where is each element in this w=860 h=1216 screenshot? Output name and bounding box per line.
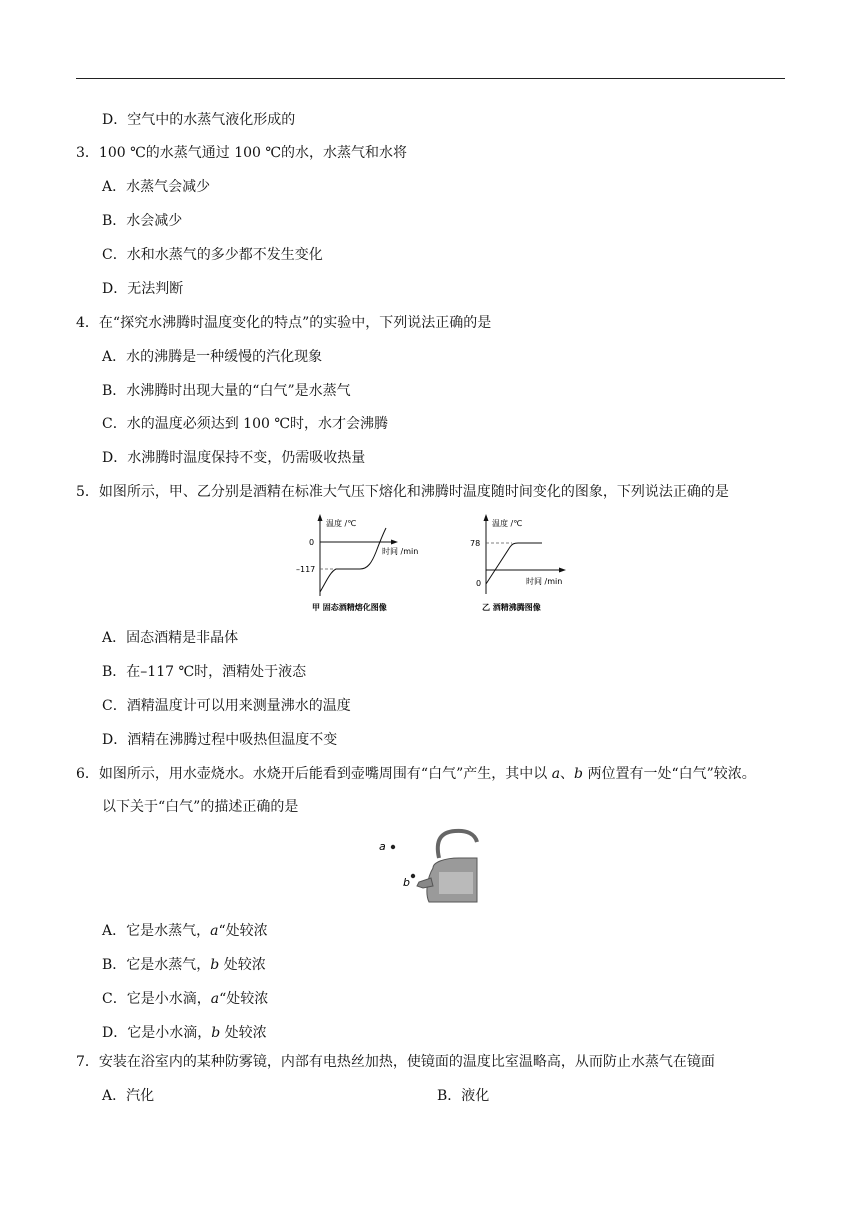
q6-option-d-var: b — [211, 1025, 221, 1041]
graph-yi-tick-top: 78 — [470, 539, 481, 548]
q3-option-a: A．水蒸气会减少 — [102, 179, 211, 195]
q4-option-c: C．水的温度必须达到 100 ℃时，水才会沸腾 — [102, 416, 388, 432]
graph-yi-xlabel: 时间 /min — [526, 577, 563, 586]
q3-option-c: C．水和水蒸气的多少都不发生变化 — [102, 247, 323, 263]
graph-yi-caption: 乙 酒精沸腾图像 — [482, 603, 541, 612]
q7-stem: 7．安装在浴室内的某种防雾镜，内部有电热丝加热，使镜面的温度比室温略高，从而防止水蒸气在镜面 — [76, 1054, 715, 1070]
q6-option-b-suffix: 处较浓 — [219, 957, 266, 973]
graph-jia-y-arrow — [318, 514, 323, 521]
graph-yi — [470, 514, 566, 612]
q6-option-a-suffix: “处较浓 — [218, 923, 268, 939]
q4-option-b: B．水沸腾时出现大量的“白气”是水蒸气 — [102, 383, 351, 399]
graph-jia-xlabel: 时间 /min — [382, 547, 419, 556]
q6-stem-line2: 以下关于“白气”的描述正确的是 — [102, 799, 299, 815]
graph-yi-y-arrow — [484, 514, 489, 521]
q3-stem: 3．100 ℃的水蒸气通过 100 ℃的水，水蒸气和水将 — [76, 145, 408, 161]
q7-option-a: A．汽化 — [102, 1088, 155, 1104]
q5-option-c: C．酒精温度计可以用来测量沸水的温度 — [102, 698, 351, 714]
q6-option-a-text: A．它是水蒸气， — [102, 923, 211, 939]
graph-jia-curve — [320, 528, 386, 592]
q5-option-b: B．在–117 ℃时，酒精处于液态 — [102, 664, 307, 680]
kettle-spout — [417, 878, 433, 888]
q6-var-a: a — [551, 766, 561, 782]
q4-stem: 4．在“探究水沸腾时温度变化的特点”的实验中，下列说法正确的是 — [76, 315, 492, 331]
kettle-figure — [375, 828, 479, 904]
graph-jia-tick-zero: 0 — [309, 538, 315, 547]
kettle-handle — [438, 831, 477, 858]
q6-stem-line1 — [76, 765, 756, 783]
header-rule — [76, 78, 785, 79]
q6-option-d — [102, 1024, 267, 1042]
q7-option-b: B．液化 — [437, 1088, 490, 1104]
q5-option-a: A．固态酒精是非晶体 — [102, 630, 239, 646]
q6-stem-sep: 、 — [560, 766, 575, 782]
graph-jia — [296, 514, 418, 612]
q6-option-c-text: C．它是小水滴， — [102, 991, 211, 1007]
graph-yi-tick-zero: 0 — [476, 579, 482, 588]
q5-option-d: D．酒精在沸腾过程中吸热但温度不变 — [102, 732, 338, 748]
graph-jia-ylabel: 温度 /℃ — [326, 519, 357, 528]
q3-option-b: B．水会减少 — [102, 213, 183, 229]
q4-option-a: A．水的沸腾是一种缓慢的汽化现象 — [102, 349, 323, 365]
q6-option-b — [102, 956, 266, 974]
kettle-point-b — [411, 874, 415, 878]
q2-option-d: D．空气中的水蒸气液化形成的 — [102, 112, 296, 128]
kettle-highlight — [439, 872, 473, 894]
graph-jia-tick-low: –117 — [296, 565, 316, 574]
q6-option-b-text: B．它是水蒸气， — [102, 957, 211, 973]
q4-option-d: D．水沸腾时温度保持不变，仍需吸收热量 — [102, 450, 366, 466]
graph-yi-ylabel: 温度 /℃ — [492, 519, 523, 528]
graph-yi-x-arrow — [559, 568, 566, 573]
kettle-point-a — [391, 845, 395, 849]
kettle-label-a: a — [379, 840, 386, 853]
q6-option-d-text: D．它是小水滴， — [102, 1025, 212, 1041]
q6-option-b-var: b — [210, 957, 220, 973]
graph-jia-caption: 甲 固态酒精熔化图像 — [312, 603, 387, 612]
q6-option-c-suffix: “处较浓 — [219, 991, 269, 1007]
q6-option-c — [102, 990, 268, 1008]
q6-stem-text: 6．如图所示，用水壶烧水。水烧开后能看到壶嘴周围有“白气”产生，其中以 — [76, 766, 548, 782]
q6-option-a-var: a — [210, 923, 219, 939]
q6-stem-end: 两位置有一处“白气”较浓。 — [583, 766, 756, 782]
q3-option-d: D．无法判断 — [102, 281, 184, 297]
q6-option-c-var: a — [210, 991, 220, 1007]
kettle-label-b: b — [403, 876, 410, 889]
q6-option-a — [102, 922, 268, 940]
q5-stem: 5．如图所示，甲、乙分别是酒精在标准大气压下熔化和沸腾时温度随时间变化的图象，下列说法正确的是 — [76, 484, 729, 500]
q6-var-b: b — [574, 766, 584, 782]
q6-option-d-suffix: 处较浓 — [220, 1025, 267, 1041]
graph-jia-x-arrow — [391, 540, 398, 545]
q5-graphs-figure — [290, 512, 570, 616]
